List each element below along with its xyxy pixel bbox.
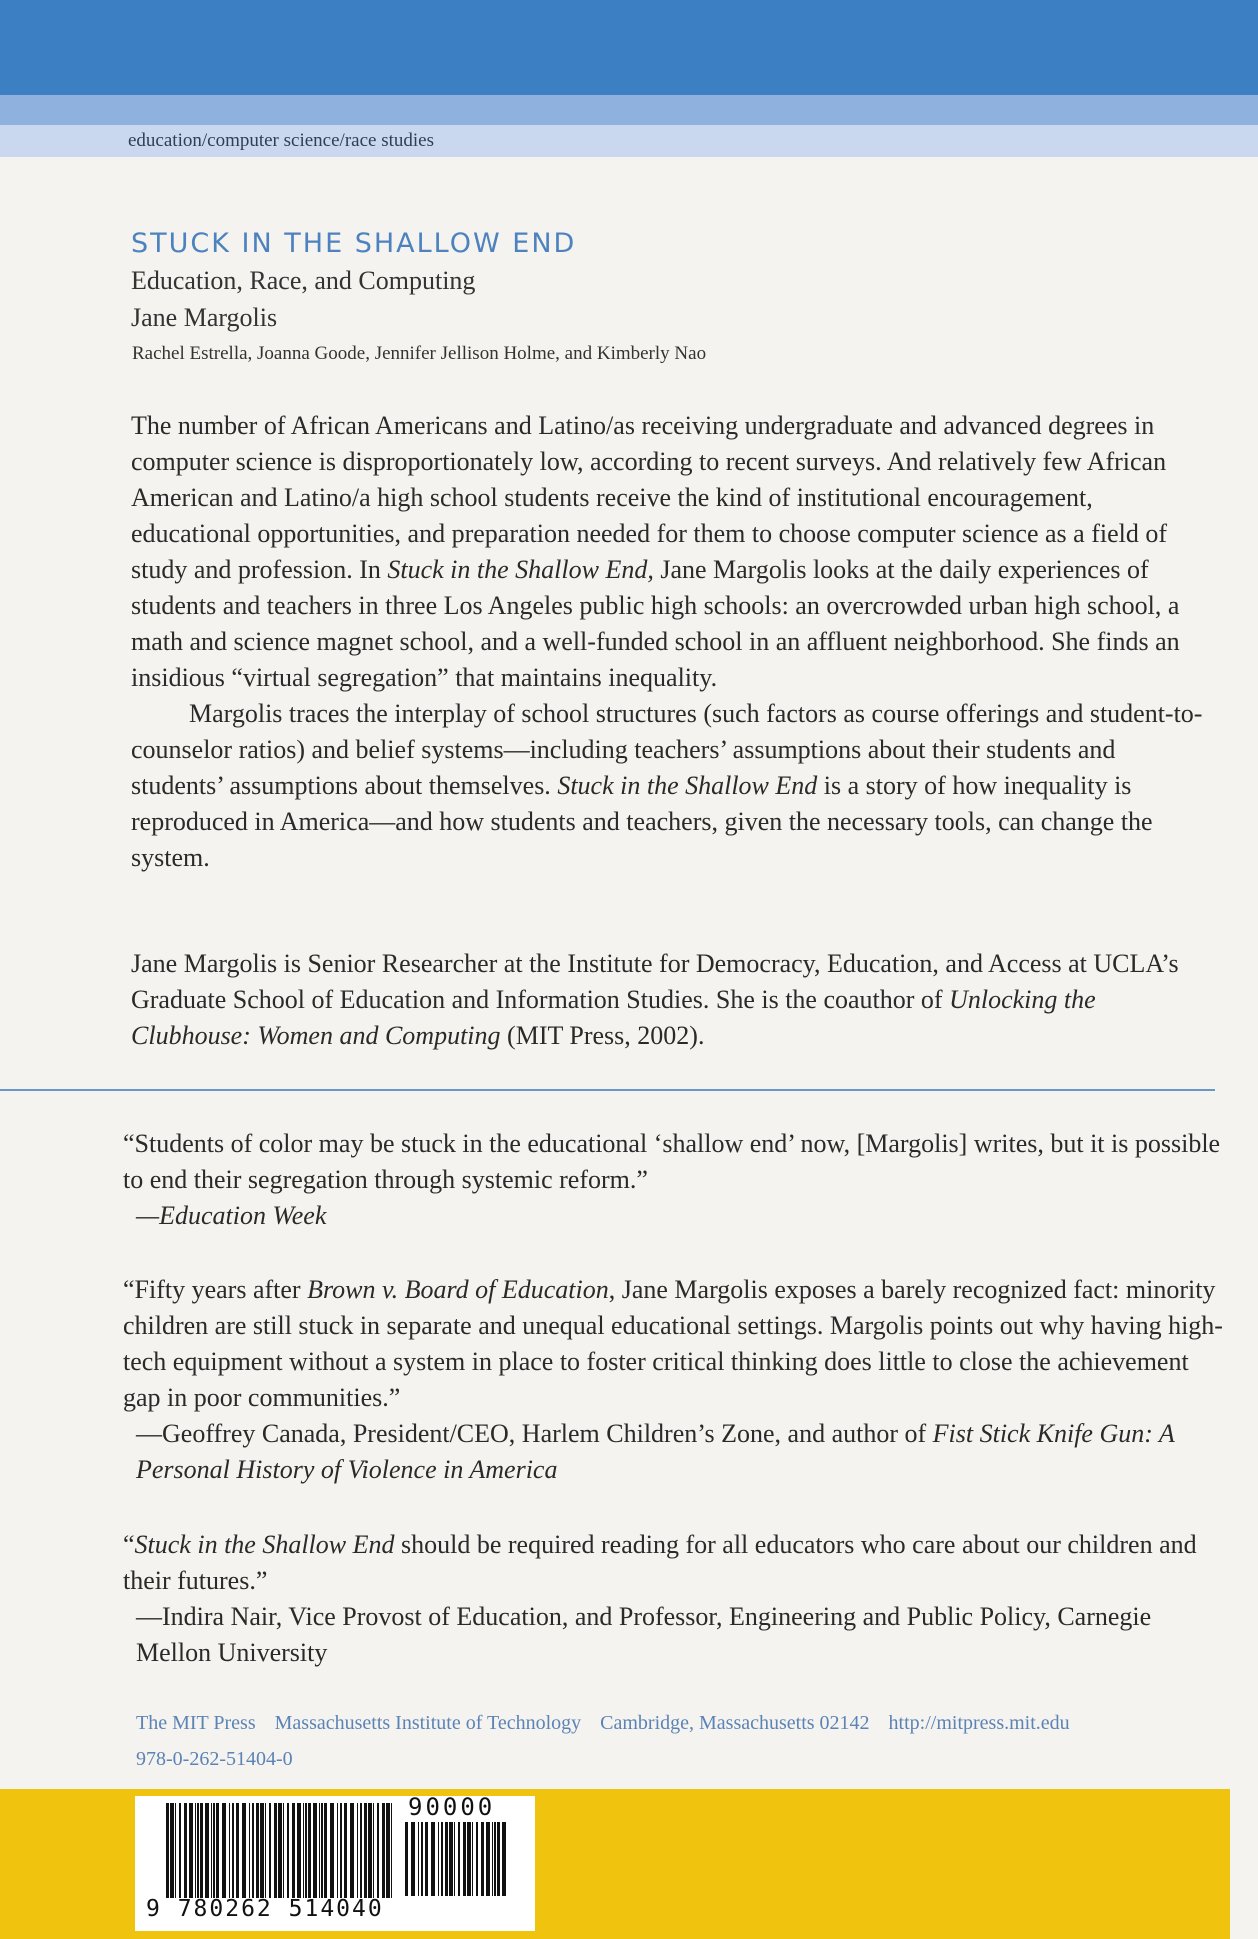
barcode-bar: [166, 1803, 169, 1898]
barcode-bar: [175, 1803, 176, 1898]
barcode-bar: [269, 1803, 271, 1898]
barcode-bar: [454, 1822, 455, 1896]
blurb-text-part: , Jane Margolis exposes a barely recognized fact: minority children are still stuck in separate and unequal educational settings. Margolis points out why having high-tech equipment without a system in place to foster critical thinking does little to close the achievement gap in poor communities.”: [123, 1275, 1223, 1412]
blurb-attribution: [123, 1198, 1223, 1234]
publisher-line: [136, 1712, 1084, 1735]
barcode-bar: [467, 1822, 471, 1896]
barcode-bar: [438, 1822, 439, 1896]
bio-text: (MIT Press, 2002).: [500, 1021, 705, 1050]
barcode-bar: [249, 1803, 250, 1898]
isbn: 978-0-262-51404-0: [136, 1748, 293, 1770]
middle-color-band: [0, 95, 1258, 125]
barcode-bar: [445, 1822, 448, 1896]
barcode-bar: [340, 1803, 342, 1898]
barcode-bar: [330, 1803, 334, 1898]
book-coauthors: Rachel Estrella, Joanna Goode, Jennifer Jellison Holme, and Kimberly Nao: [132, 343, 707, 364]
description-text: The number of African Americans and Latino/as receiving undergraduate and advanced degrees in computer science is disproportionately low, according to recent surveys. And relatively few African American and Latino/a high school students receive the kind of institutional encouragement, educational opportunities, and preparation needed for them to choose computer science as a field of study and profession. In: [131, 411, 1168, 584]
barcode-bar: [197, 1803, 199, 1898]
blurb-text-part: “Fifty years after: [123, 1275, 308, 1304]
description-text: Margolis traces the interplay of school structures (such factors as course offerings and student-to-counselor ratios) and belief systems—including teachers’ assumptions about their students and students’ assumptions about themselves.: [131, 699, 1203, 800]
description-book-title: Stuck in the Shallow End: [557, 771, 818, 800]
barcode-bar: [472, 1822, 473, 1896]
barcode-bar: [211, 1803, 212, 1898]
blurb-italic: Brown v. Board of Education: [307, 1275, 609, 1304]
description-text: is a story of how inequality is reproduced in America—and how students and teachers, given the necessary tools, can change the system.: [131, 771, 1153, 872]
description: [131, 408, 1211, 876]
barcode-bar: [229, 1803, 230, 1898]
barcode-bar: [303, 1803, 304, 1898]
book-title: STUCK IN THE SHALLOW END: [131, 228, 577, 259]
barcode-bar: [216, 1803, 219, 1898]
barcode-bar: [297, 1803, 301, 1898]
description-paragraph-1: [131, 408, 1211, 696]
barcode-bar: [305, 1803, 307, 1898]
blurb-attribution: —Indira Nair, Vice Provost of Education, and Professor, Engineering and Public Policy, Carnegie Mellon University: [136, 1602, 1152, 1667]
publisher-name: The MIT Press: [136, 1712, 256, 1734]
barcode-bar: [256, 1803, 259, 1898]
blurb-3: [123, 1527, 1223, 1671]
barcode-bar: [368, 1803, 372, 1898]
barcode-bar: [481, 1822, 484, 1896]
book-author: Jane Margolis: [131, 303, 278, 332]
barcode-bar: [421, 1822, 423, 1896]
bio-text: Jane Margolis is Senior Researcher at the Institute for Democracy, Education, and Access at UCLA’s Graduate School of Education and Information Studies. She is the coauthor of: [131, 949, 1179, 1014]
barcode-bar: [350, 1803, 354, 1898]
barcode-bar: [283, 1803, 284, 1898]
top-color-band: [0, 0, 1258, 95]
barcode-bar: [337, 1803, 338, 1898]
barcode-bar: [357, 1803, 358, 1898]
divider: [0, 1089, 1215, 1091]
barcode-bar: [260, 1803, 264, 1898]
barcode-bar: [195, 1803, 196, 1898]
barcode-bar: [425, 1822, 428, 1896]
barcode-bar: [373, 1803, 374, 1898]
blurb-2: [123, 1272, 1223, 1488]
description-text: Jane Margolis looks at the daily experiences of students and teachers in three Los Angeles public high schools: an overcrowded urban high school, a math and science magnet school, and a well-funded school in an affluent neighborhood. She finds an insidious “virtual segregation” that maintains inequality.: [131, 555, 1180, 692]
barcode-bar: [405, 1822, 408, 1896]
barcode-bar: [441, 1822, 443, 1896]
category-label: education/computer science/race studies: [128, 130, 434, 151]
barcode-bar: [411, 1822, 415, 1896]
barcode-bar: [213, 1803, 215, 1898]
barcode-bar: [344, 1803, 347, 1898]
blurb-italic: Stuck in the Shallow End: [134, 1530, 395, 1559]
barcode-bar: [274, 1803, 277, 1898]
barcode-bar: [242, 1803, 246, 1898]
publisher-address: Cambridge, Massachusetts 02142: [600, 1712, 870, 1734]
description-paragraph-2: [131, 696, 1211, 876]
barcode-bar: [431, 1822, 435, 1896]
barcode-bar: [418, 1822, 419, 1896]
barcode-bar: [232, 1803, 234, 1898]
barcode-bar: [205, 1803, 209, 1898]
blurb-1: [123, 1126, 1223, 1234]
barcode-bar: [236, 1803, 239, 1898]
blurb-attribution: [123, 1416, 1223, 1488]
blurb-text: [123, 1272, 1223, 1416]
description-book-title: Stuck in the Shallow End,: [387, 555, 654, 584]
barcode-bar: [184, 1803, 187, 1898]
barcode-bar: [321, 1803, 323, 1898]
barcode-bar: [324, 1803, 327, 1898]
barcode-addon: [405, 1822, 510, 1896]
barcode-bar: [200, 1803, 203, 1898]
barcode-bar: [364, 1803, 367, 1898]
barcode-addon-number: 90000: [408, 1793, 496, 1821]
barcode-bar: [278, 1803, 282, 1898]
barcode-ean-number: 9 780262 514040: [146, 1896, 384, 1922]
blurb-text: “Students of color may be stuck in the educational ‘shallow end’ now, [Margolis] writes, but it is possible to end their segregation through systemic reform.”: [123, 1129, 1221, 1194]
barcode-bar: [386, 1803, 390, 1898]
barcode-bar: [458, 1822, 460, 1896]
barcode-bar: [189, 1803, 193, 1898]
barcode-bar: [252, 1803, 254, 1898]
barcode-bar: [308, 1803, 311, 1898]
barcode-bar: [360, 1803, 362, 1898]
barcode-bar: [391, 1803, 392, 1898]
barcode-bar: [319, 1803, 320, 1898]
barcode-main: [166, 1803, 398, 1898]
barcode-bar: [463, 1822, 466, 1896]
barcode-bar: [449, 1822, 453, 1896]
author-bio: [131, 946, 1211, 1054]
barcode-bar: [292, 1803, 295, 1898]
publisher-url[interactable]: http://mitpress.mit.edu: [888, 1712, 1070, 1734]
bio-book-title: Unlocking the Clubhouse: Women and Computing: [131, 985, 1096, 1050]
blurb-text: “Stuck in the Shallow End should be required reading for all educators who care about our children and their futures.”: [123, 1530, 1197, 1595]
publisher-institute: Massachusetts Institute of Technology: [274, 1712, 582, 1734]
barcode-bar: [222, 1803, 226, 1898]
barcode-bar: [497, 1822, 500, 1896]
blurb-source-book: Fist Stick Knife Gun: A Personal History of Violence in America: [136, 1419, 1175, 1484]
barcode-bar: [170, 1803, 174, 1898]
barcode-bar: [377, 1803, 379, 1898]
blurb-text-part: should be required reading for all educators who care about our children and their futures.”: [123, 1530, 1197, 1595]
book-subtitle: Education, Race, and Computing: [131, 266, 476, 295]
barcode-bar: [492, 1822, 493, 1896]
barcode-bar: [287, 1803, 289, 1898]
blurb-source: —Geoffrey Canada, President/CEO, Harlem Children’s Zone, and author of: [136, 1419, 933, 1448]
barcode-bar: [313, 1803, 317, 1898]
barcode-bar: [486, 1822, 490, 1896]
barcode-bar: [476, 1822, 478, 1896]
barcode-bar: [179, 1803, 181, 1898]
barcode-bar: [265, 1803, 266, 1898]
barcode-bar: [502, 1822, 506, 1896]
barcode-bar: [382, 1803, 385, 1898]
barcode-bar: [494, 1822, 496, 1896]
blurb-source: —Education Week: [136, 1201, 327, 1230]
